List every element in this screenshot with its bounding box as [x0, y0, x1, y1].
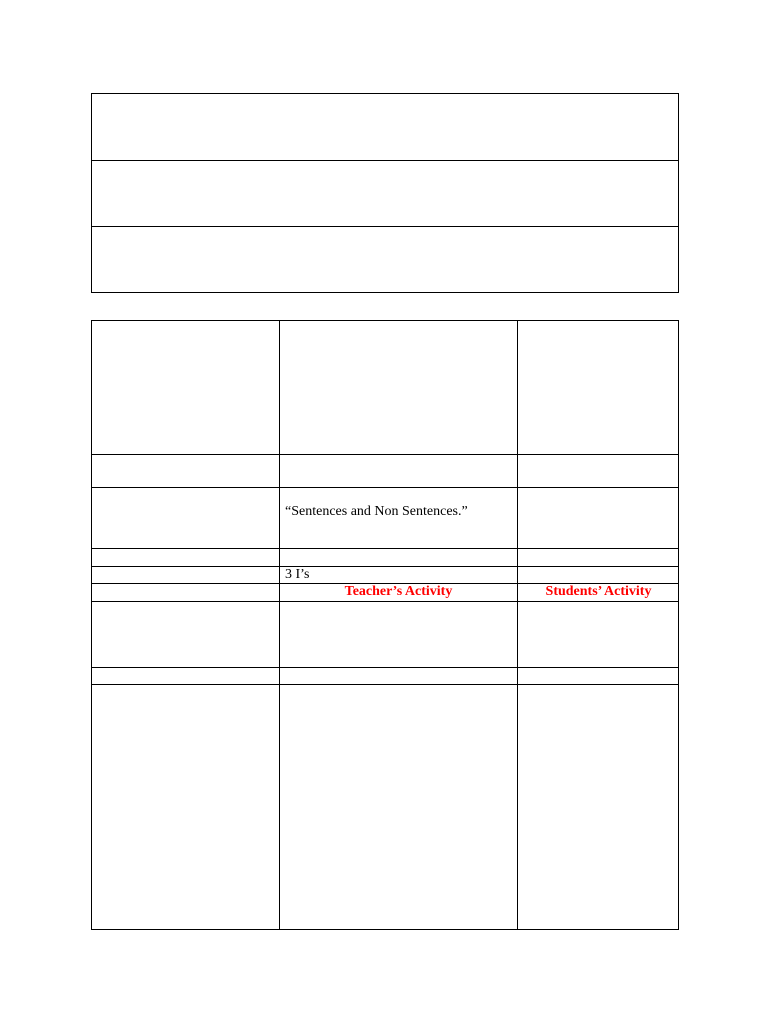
row-divider [92, 454, 678, 455]
lesson-plan-table [91, 320, 679, 930]
header-row-3 [92, 226, 678, 293]
column-divider-2 [517, 321, 518, 929]
row-divider [92, 684, 678, 685]
lesson-topic-text: “Sentences and Non Sentences.” [285, 504, 468, 519]
strategy-text: 3 I’s [285, 567, 310, 582]
row-divider [92, 548, 678, 549]
header-info-box [91, 93, 679, 293]
header-row-2 [92, 160, 678, 227]
row-divider [92, 487, 678, 488]
row-divider [92, 601, 678, 602]
row-divider [92, 667, 678, 668]
row-divider [92, 566, 678, 567]
teacher-activity-heading: Teacher’s Activity [344, 584, 453, 599]
header-row-1 [92, 94, 678, 160]
students-activity-heading: Students’ Activity [545, 584, 652, 599]
column-divider-1 [279, 321, 280, 929]
